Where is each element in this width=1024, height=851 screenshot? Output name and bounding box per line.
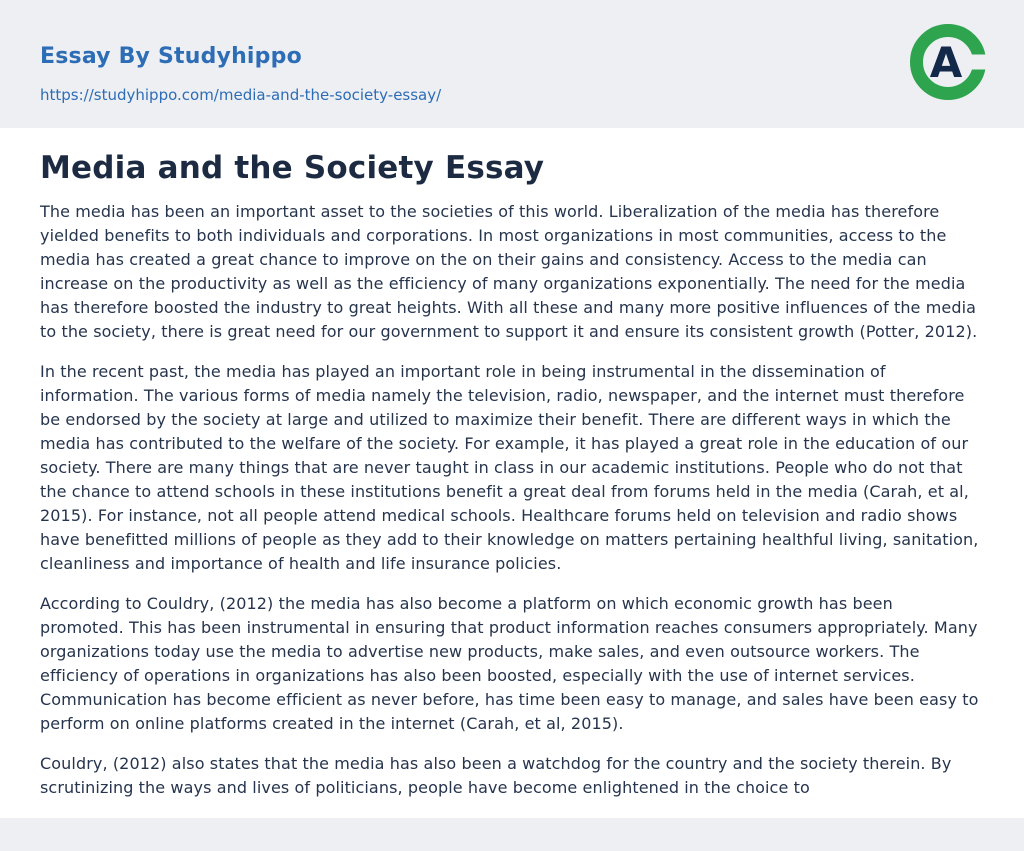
page-header	[0, 0, 1024, 128]
article-paragraph: Couldry, (2012) also states that the media has also been a watchdog for the country and the society therein. By scrutinizing the ways and lives of politicians, people have become enlightened in the choice to	[40, 754, 952, 797]
source-url-link[interactable]: https://studyhippo.com/media-and-the-society-essay/	[40, 86, 442, 104]
article-paragraph: In the recent past, the media has played an important role in being instrumental in the dissemination of information. The various forms of media namely the television, radio, newspaper, and the internet must therefore be endorsed by the society at large and utilized to maximize their benefit. There are different ways in which the media has contributed to the welfare of the society. For example, it has played a great role in the education of our society. There are many things that are never taught in class in our academic institutions. People who do not that the chance to attend schools in these institutions benefit a great deal from forums held in the media (Carah, et al, 2015). For instance, not all people attend medical schools. Healthcare forums held on television and radio shows have benefitted millions of people as they add to their knowledge on matters pertaining healthful living, sanitation, cleanliness and importance of health and life insurance policies.	[40, 362, 979, 573]
page-title: Media and the Society Essay	[40, 150, 545, 186]
page-footer	[0, 818, 1024, 851]
studyhippo-logo	[910, 24, 986, 100]
article-body	[40, 200, 980, 800]
article-paragraph: According to Couldry, (2012) the media has also become a platform on which economic growth has been promoted. This has been instrumental in ensuring that product information reaches consumers appropriately. Many organizations today use the media to advertise new products, make sales, and even outsource workers. The efficiency of operations in organizations has also been boosted, especially with the use of internet services. Communication has become efficient as never before, has time been easy to manage, and sales have been easy to perform on online platforms created in the internet (Carah, et al, 2015).	[40, 594, 979, 733]
article	[0, 128, 1024, 800]
source-title: Essay By Studyhippo	[40, 44, 302, 69]
article-paragraph: The media has been an important asset to the societies of this world. Liberalization of the media has therefore yielded benefits to both individuals and corporations. In most organizations in most communities, access to the media has created a great chance to improve on the on their gains and consistency. Access to the media can increase on the productivity as well as the efficiency of many organizations exponentially. The need for the media has therefore boosted the industry to great heights. With all these and many more positive influences of the media to the society, there is great need for our government to support it and ensure its consistent growth (Potter, 2012).	[40, 202, 978, 341]
logo-letter: A	[929, 37, 963, 87]
